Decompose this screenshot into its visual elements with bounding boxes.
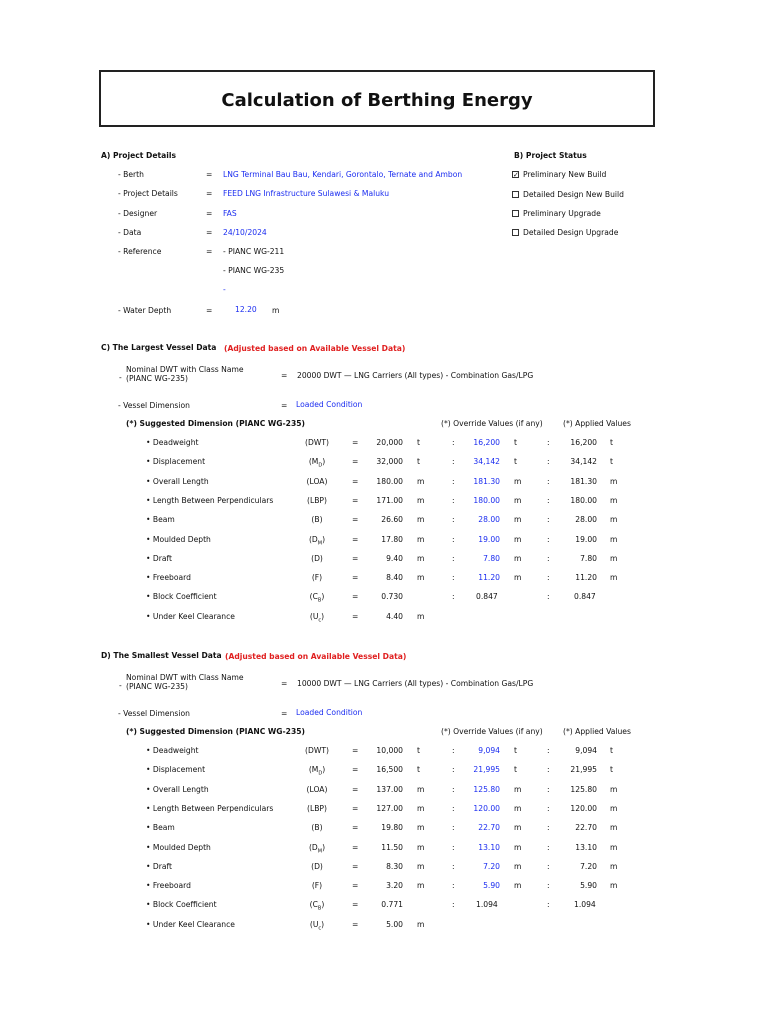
smallest-draft-eq: = bbox=[352, 862, 359, 871]
largest-displacement-override-unit: t bbox=[514, 457, 517, 466]
largest-freeboard-suggested-value: 8.40 bbox=[386, 573, 403, 582]
smallest-dwt-dash: - bbox=[119, 681, 122, 690]
project-details-label: - Project Details bbox=[118, 189, 178, 198]
smallest-freeboard-suggested-value: 3.20 bbox=[386, 881, 403, 890]
smallest-displacement-applied-colon: : bbox=[547, 765, 550, 774]
smallest-deadweight-applied-value: 9,094 bbox=[575, 746, 597, 755]
smallest-freeboard-override-colon: : bbox=[452, 881, 455, 890]
smallest-freeboard-applied-value: 5.90 bbox=[580, 881, 597, 890]
smallest-beam-symbol: (B) bbox=[311, 823, 323, 832]
smallest-dimension-eq: = bbox=[281, 709, 288, 718]
smallest-length-between-perpendiculars-symbol: (LBP) bbox=[307, 804, 327, 813]
largest-draft-override-value[interactable]: 7.80 bbox=[483, 554, 500, 563]
reference-eq: = bbox=[206, 247, 213, 256]
largest-beam-suggested-value: 26.60 bbox=[381, 515, 403, 524]
smallest-overall-length-suggested-unit: m bbox=[417, 785, 425, 794]
smallest-moulded-depth-applied-value: 13.10 bbox=[575, 843, 597, 852]
largest-length-between-perpendiculars-override-colon: : bbox=[452, 496, 455, 505]
smallest-under-keel-clearance-symbol: $(U_c)$ bbox=[309, 920, 325, 932]
largest-deadweight-suggested-unit: t bbox=[417, 438, 420, 447]
smallest-displacement-override-colon: : bbox=[452, 765, 455, 774]
largest-overall-length-name: • Overall Length bbox=[146, 477, 209, 486]
largest-moulded-depth-override-colon: : bbox=[452, 535, 455, 544]
largest-displacement-override-value[interactable]: 34,142 bbox=[473, 457, 500, 466]
smallest-moulded-depth-applied-colon: : bbox=[547, 843, 550, 852]
smallest-under-keel-clearance-suggested-unit: m bbox=[417, 920, 425, 929]
largest-freeboard-override-value[interactable]: 11.20 bbox=[478, 573, 500, 582]
largest-deadweight-symbol: (DWT) bbox=[305, 438, 329, 447]
smallest-length-between-perpendiculars-override-colon: : bbox=[452, 804, 455, 813]
largest-dwt-value[interactable]: 20000 DWT — LNG Carriers (All types) - Combination Gas/LPG bbox=[297, 371, 534, 380]
reference-value-1: - PIANC WG-211 bbox=[223, 247, 285, 256]
smallest-displacement-eq: = bbox=[352, 765, 359, 774]
smallest-under-keel-clearance-name: • Under Keel Clearance bbox=[146, 920, 235, 929]
smallest-freeboard-name: • Freeboard bbox=[146, 881, 191, 890]
smallest-freeboard-applied-unit: m bbox=[610, 881, 618, 890]
status-checkbox-preliminary-upgrade[interactable] bbox=[512, 210, 519, 217]
smallest-block-coefficient-suggested-value: 0.771 bbox=[381, 900, 403, 909]
smallest-length-between-perpendiculars-name: • Length Between Perpendiculars bbox=[146, 804, 274, 813]
project-status-heading: B) Project Status bbox=[514, 151, 587, 160]
smallest-overall-length-applied-value: 125.80 bbox=[570, 785, 597, 794]
largest-under-keel-clearance-symbol: $(U_c)$ bbox=[309, 612, 325, 624]
largest-moulded-depth-applied-value: 19.00 bbox=[575, 535, 597, 544]
smallest-deadweight-override-value[interactable]: 9,094 bbox=[478, 746, 500, 755]
largest-block-coefficient-name: • Block Coefficient bbox=[146, 592, 217, 601]
smallest-displacement-symbol-subscript: D bbox=[318, 770, 323, 777]
berth-value[interactable]: LNG Terminal Bau Bau, Kendari, Gorontalo, Ternate and Ambon bbox=[223, 170, 463, 179]
smallest-draft-applied-unit: m bbox=[610, 862, 618, 871]
largest-moulded-depth-applied-unit: m bbox=[610, 535, 618, 544]
largest-length-between-perpendiculars-override-value[interactable]: 180.00 bbox=[473, 496, 500, 505]
largest-beam-applied-unit: m bbox=[610, 515, 618, 524]
largest-displacement-symbol-subscript: D bbox=[318, 462, 323, 469]
largest-overall-length-eq: = bbox=[352, 477, 359, 486]
largest-deadweight-eq: = bbox=[352, 438, 359, 447]
largest-beam-applied-value: 28.00 bbox=[575, 515, 597, 524]
smallest-moulded-depth-name: • Moulded Depth bbox=[146, 843, 211, 852]
largest-moulded-depth-name: • Moulded Depth bbox=[146, 535, 211, 544]
smallest-displacement-override-value[interactable]: 21,995 bbox=[473, 765, 500, 774]
smallest-block-coefficient-name: • Block Coefficient bbox=[146, 900, 217, 909]
largest-deadweight-applied-colon: : bbox=[547, 438, 550, 447]
largest-overall-length-symbol: (LOA) bbox=[306, 477, 328, 486]
largest-freeboard-suggested-unit: m bbox=[417, 573, 425, 582]
largest-displacement-applied-colon: : bbox=[547, 457, 550, 466]
largest-beam-suggested-unit: m bbox=[417, 515, 425, 524]
water-depth-label: - Water Depth bbox=[118, 306, 172, 315]
smallest-applied-heading: (*) Applied Values bbox=[563, 727, 631, 736]
largest-suggested-heading: (*) Suggested Dimension (PIANC WG-235) bbox=[126, 419, 305, 428]
largest-displacement-suggested-unit: t bbox=[417, 457, 420, 466]
smallest-under-keel-clearance-eq: = bbox=[352, 920, 359, 929]
largest-overall-length-suggested-unit: m bbox=[417, 477, 425, 486]
largest-freeboard-name: • Freeboard bbox=[146, 573, 191, 582]
status-checkbox-preliminary-new-build[interactable]: ✓ bbox=[513, 171, 519, 179]
smallest-block-coefficient-applied-value: 1.094 bbox=[574, 900, 596, 909]
smallest-length-between-perpendiculars-override-value[interactable]: 120.00 bbox=[473, 804, 500, 813]
date-eq: = bbox=[206, 228, 213, 237]
smallest-override-heading: (*) Override Values (if any) bbox=[441, 727, 543, 736]
largest-overall-length-override-value[interactable]: 181.30 bbox=[473, 477, 500, 486]
status-label-preliminary-new-build: Preliminary New Build bbox=[523, 170, 607, 179]
smallest-length-between-perpendiculars-override-unit: m bbox=[514, 804, 522, 813]
smallest-dimension-label: - Vessel Dimension bbox=[118, 709, 190, 718]
smallest-length-between-perpendiculars-applied-unit: m bbox=[610, 804, 618, 813]
largest-overall-length-suggested-value: 180.00 bbox=[376, 477, 403, 486]
largest-draft-applied-unit: m bbox=[610, 554, 618, 563]
largest-beam-symbol: (B) bbox=[311, 515, 323, 524]
largest-block-coefficient-symbol: $(C_B)$ bbox=[309, 592, 325, 604]
largest-draft-eq: = bbox=[352, 554, 359, 563]
smallest-suggested-heading: (*) Suggested Dimension (PIANC WG-235) bbox=[126, 727, 305, 736]
smallest-block-coefficient-override-value[interactable]: 1.094 bbox=[476, 900, 498, 909]
smallest-under-keel-clearance-symbol-subscript: c bbox=[318, 925, 322, 932]
largest-beam-override-value[interactable]: 28.00 bbox=[478, 515, 500, 524]
smallest-length-between-perpendiculars-applied-colon: : bbox=[547, 804, 550, 813]
designer-eq: = bbox=[206, 209, 213, 218]
largest-deadweight-applied-unit: t bbox=[610, 438, 613, 447]
smallest-draft-symbol: (D) bbox=[311, 862, 323, 871]
smallest-block-coefficient-symbol: $(C_B)$ bbox=[309, 900, 325, 912]
smallest-deadweight-symbol: (DWT) bbox=[305, 746, 329, 755]
largest-dimension-value[interactable]: Loaded Condition bbox=[296, 400, 363, 409]
largest-dimension-label: - Vessel Dimension bbox=[118, 401, 190, 410]
smallest-block-coefficient-applied-colon: : bbox=[547, 900, 550, 909]
largest-block-coefficient-override-value[interactable]: 0.847 bbox=[476, 592, 498, 601]
largest-deadweight-override-colon: : bbox=[452, 438, 455, 447]
largest-beam-applied-colon: : bbox=[547, 515, 550, 524]
smallest-displacement-name: • Displacement bbox=[146, 765, 206, 774]
largest-draft-name: • Draft bbox=[146, 554, 173, 563]
largest-override-heading: (*) Override Values (if any) bbox=[441, 419, 543, 428]
largest-overall-length-override-unit: m bbox=[514, 477, 522, 486]
smallest-deadweight-eq: = bbox=[352, 746, 359, 755]
smallest-length-between-perpendiculars-applied-value: 120.00 bbox=[570, 804, 597, 813]
largest-displacement-applied-unit: t bbox=[610, 457, 613, 466]
water-depth-eq: = bbox=[206, 306, 213, 315]
largest-moulded-depth-applied-colon: : bbox=[547, 535, 550, 544]
largest-deadweight-suggested-value: 20,000 bbox=[376, 438, 403, 447]
smallest-draft-suggested-unit: m bbox=[417, 862, 425, 871]
largest-moulded-depth-symbol: $(D_M)$ bbox=[308, 535, 326, 547]
largest-displacement-symbol: $(M_D)$ bbox=[308, 457, 326, 469]
largest-under-keel-clearance-suggested-value: 4.40 bbox=[386, 612, 403, 621]
smallest-beam-eq: = bbox=[352, 823, 359, 832]
largest-length-between-perpendiculars-applied-colon: : bbox=[547, 496, 550, 505]
smallest-draft-suggested-value: 8.30 bbox=[386, 862, 403, 871]
largest-displacement-applied-value: 34,142 bbox=[570, 457, 597, 466]
title-box bbox=[99, 70, 655, 127]
largest-freeboard-applied-unit: m bbox=[610, 573, 618, 582]
smallest-overall-length-symbol: (LOA) bbox=[306, 785, 328, 794]
largest-beam-override-colon: : bbox=[452, 515, 455, 524]
largest-draft-symbol: (D) bbox=[311, 554, 323, 563]
smallest-draft-applied-value: 7.20 bbox=[580, 862, 597, 871]
smallest-dwt-value[interactable]: 10000 DWT — LNG Carriers (All types) - Combination Gas/LPG bbox=[297, 679, 534, 688]
largest-freeboard-override-colon: : bbox=[452, 573, 455, 582]
water-depth-value[interactable]: 12.20 bbox=[235, 305, 257, 314]
smallest-dwt-label: Nominal DWT with Class Name bbox=[126, 673, 244, 682]
smallest-beam-suggested-value: 19.80 bbox=[381, 823, 403, 832]
largest-moulded-depth-override-value[interactable]: 19.00 bbox=[478, 535, 500, 544]
smallest-displacement-symbol: $(M_D)$ bbox=[308, 765, 326, 777]
smallest-freeboard-symbol: (F) bbox=[311, 881, 323, 890]
smallest-displacement-applied-unit: t bbox=[610, 765, 613, 774]
smallest-deadweight-applied-colon: : bbox=[547, 746, 550, 755]
smallest-moulded-depth-applied-unit: m bbox=[610, 843, 618, 852]
designer-value[interactable]: FAS bbox=[223, 209, 237, 218]
largest-length-between-perpendiculars-eq: = bbox=[352, 496, 359, 505]
smallest-draft-override-value[interactable]: 7.20 bbox=[483, 862, 500, 871]
largest-draft-applied-value: 7.80 bbox=[580, 554, 597, 563]
date-label: - Data bbox=[118, 228, 142, 237]
largest-overall-length-override-colon: : bbox=[452, 477, 455, 486]
smallest-displacement-suggested-unit: t bbox=[417, 765, 420, 774]
project-details-heading: A) Project Details bbox=[101, 151, 176, 160]
largest-length-between-perpendiculars-symbol: (LBP) bbox=[307, 496, 327, 505]
largest-draft-suggested-value: 9.40 bbox=[386, 554, 403, 563]
smallest-moulded-depth-eq: = bbox=[352, 843, 359, 852]
smallest-freeboard-applied-colon: : bbox=[547, 881, 550, 890]
largest-draft-override-colon: : bbox=[452, 554, 455, 563]
smallest-beam-override-value[interactable]: 22.70 bbox=[478, 823, 500, 832]
largest-applied-heading: (*) Applied Values bbox=[563, 419, 631, 428]
largest-block-coefficient-applied-colon: : bbox=[547, 592, 550, 601]
smallest-block-coefficient-override-colon: : bbox=[452, 900, 455, 909]
largest-dwt-label-ref: (PIANC WG-235) bbox=[126, 374, 188, 383]
smallest-note: (Adjusted based on Available Vessel Data) bbox=[225, 652, 407, 661]
largest-note: (Adjusted based on Available Vessel Data) bbox=[224, 344, 406, 353]
smallest-freeboard-eq: = bbox=[352, 881, 359, 890]
project-details-value[interactable]: FEED LNG Infrastructure Sulawesi & Maluku bbox=[223, 189, 390, 198]
smallest-overall-length-applied-colon: : bbox=[547, 785, 550, 794]
largest-freeboard-symbol: (F) bbox=[311, 573, 323, 582]
smallest-beam-applied-value: 22.70 bbox=[575, 823, 597, 832]
smallest-moulded-depth-symbol: $(D_M)$ bbox=[308, 843, 326, 855]
smallest-under-keel-clearance-suggested-value: 5.00 bbox=[386, 920, 403, 929]
largest-dimension-eq: = bbox=[281, 401, 288, 410]
largest-freeboard-applied-colon: : bbox=[547, 573, 550, 582]
smallest-displacement-applied-value: 21,995 bbox=[570, 765, 597, 774]
largest-heading: C) The Largest Vessel Data bbox=[101, 343, 217, 352]
smallest-overall-length-suggested-value: 137.00 bbox=[376, 785, 403, 794]
largest-draft-applied-colon: : bbox=[547, 554, 550, 563]
largest-length-between-perpendiculars-override-unit: m bbox=[514, 496, 522, 505]
largest-length-between-perpendiculars-suggested-unit: m bbox=[417, 496, 425, 505]
smallest-draft-applied-colon: : bbox=[547, 862, 550, 871]
largest-moulded-depth-suggested-value: 17.80 bbox=[381, 535, 403, 544]
status-checkbox-detailed-design-upgrade[interactable] bbox=[512, 229, 519, 236]
smallest-beam-override-colon: : bbox=[452, 823, 455, 832]
largest-length-between-perpendiculars-applied-unit: m bbox=[610, 496, 618, 505]
smallest-freeboard-override-value[interactable]: 5.90 bbox=[483, 881, 500, 890]
largest-beam-eq: = bbox=[352, 515, 359, 524]
largest-moulded-depth-symbol-subscript: M bbox=[317, 540, 323, 547]
smallest-heading: D) The Smallest Vessel Data bbox=[101, 651, 222, 660]
reference-value-3[interactable]: - bbox=[223, 285, 226, 294]
smallest-freeboard-suggested-unit: m bbox=[417, 881, 425, 890]
largest-block-coefficient-suggested-value: 0.730 bbox=[381, 592, 403, 601]
largest-under-keel-clearance-name: • Under Keel Clearance bbox=[146, 612, 235, 621]
largest-freeboard-override-unit: m bbox=[514, 573, 522, 582]
smallest-moulded-depth-suggested-unit: m bbox=[417, 843, 425, 852]
largest-under-keel-clearance-symbol-subscript: c bbox=[318, 617, 322, 624]
smallest-length-between-perpendiculars-suggested-unit: m bbox=[417, 804, 425, 813]
smallest-overall-length-override-value[interactable]: 125.80 bbox=[473, 785, 500, 794]
largest-moulded-depth-eq: = bbox=[352, 535, 359, 544]
smallest-beam-name: • Beam bbox=[146, 823, 175, 832]
berth-eq: = bbox=[206, 170, 213, 179]
smallest-deadweight-name: • Deadweight bbox=[146, 746, 199, 755]
largest-length-between-perpendiculars-name: • Length Between Perpendiculars bbox=[146, 496, 274, 505]
smallest-overall-length-override-colon: : bbox=[452, 785, 455, 794]
smallest-displacement-override-unit: t bbox=[514, 765, 517, 774]
status-checkbox-detailed-design-new-build[interactable] bbox=[512, 191, 519, 198]
smallest-beam-override-unit: m bbox=[514, 823, 522, 832]
smallest-moulded-depth-symbol-subscript: M bbox=[317, 848, 323, 855]
smallest-moulded-depth-suggested-value: 11.50 bbox=[381, 843, 403, 852]
smallest-draft-override-colon: : bbox=[452, 862, 455, 871]
smallest-length-between-perpendiculars-eq: = bbox=[352, 804, 359, 813]
largest-displacement-override-colon: : bbox=[452, 457, 455, 466]
status-label-detailed-design-upgrade: Detailed Design Upgrade bbox=[523, 228, 619, 237]
largest-under-keel-clearance-suggested-unit: m bbox=[417, 612, 425, 621]
smallest-beam-applied-unit: m bbox=[610, 823, 618, 832]
largest-freeboard-applied-value: 11.20 bbox=[575, 573, 597, 582]
smallest-dwt-label-ref: (PIANC WG-235) bbox=[126, 682, 188, 691]
smallest-displacement-suggested-value: 16,500 bbox=[376, 765, 403, 774]
largest-overall-length-applied-colon: : bbox=[547, 477, 550, 486]
reference-value-2: - PIANC WG-235 bbox=[223, 266, 285, 275]
largest-dwt-label: Nominal DWT with Class Name bbox=[126, 365, 244, 374]
largest-under-keel-clearance-eq: = bbox=[352, 612, 359, 621]
smallest-deadweight-suggested-unit: t bbox=[417, 746, 420, 755]
smallest-overall-length-applied-unit: m bbox=[610, 785, 618, 794]
smallest-draft-override-unit: m bbox=[514, 862, 522, 871]
largest-block-coefficient-symbol-subscript: B bbox=[317, 597, 322, 604]
smallest-overall-length-eq: = bbox=[352, 785, 359, 794]
largest-moulded-depth-suggested-unit: m bbox=[417, 535, 425, 544]
largest-displacement-name: • Displacement bbox=[146, 457, 206, 466]
designer-label: - Designer bbox=[118, 209, 158, 218]
smallest-beam-suggested-unit: m bbox=[417, 823, 425, 832]
largest-beam-name: • Beam bbox=[146, 515, 175, 524]
smallest-moulded-depth-override-value[interactable]: 13.10 bbox=[478, 843, 500, 852]
smallest-deadweight-override-colon: : bbox=[452, 746, 455, 755]
smallest-freeboard-override-unit: m bbox=[514, 881, 522, 890]
smallest-moulded-depth-override-unit: m bbox=[514, 843, 522, 852]
largest-freeboard-eq: = bbox=[352, 573, 359, 582]
largest-displacement-eq: = bbox=[352, 457, 359, 466]
smallest-deadweight-suggested-value: 10,000 bbox=[376, 746, 403, 755]
largest-length-between-perpendiculars-suggested-value: 171.00 bbox=[376, 496, 403, 505]
page-title: Calculation of Berthing Energy bbox=[221, 90, 533, 111]
smallest-block-coefficient-symbol-subscript: B bbox=[317, 905, 322, 912]
largest-displacement-suggested-value: 32,000 bbox=[376, 457, 403, 466]
status-label-detailed-design-new-build: Detailed Design New Build bbox=[523, 190, 624, 199]
largest-moulded-depth-override-unit: m bbox=[514, 535, 522, 544]
largest-draft-override-unit: m bbox=[514, 554, 522, 563]
largest-block-coefficient-applied-value: 0.847 bbox=[574, 592, 596, 601]
smallest-overall-length-name: • Overall Length bbox=[146, 785, 209, 794]
largest-block-coefficient-override-colon: : bbox=[452, 592, 455, 601]
largest-deadweight-name: • Deadweight bbox=[146, 438, 199, 447]
smallest-draft-name: • Draft bbox=[146, 862, 173, 871]
smallest-moulded-depth-override-colon: : bbox=[452, 843, 455, 852]
largest-deadweight-applied-value: 16,200 bbox=[570, 438, 597, 447]
smallest-deadweight-applied-unit: t bbox=[610, 746, 613, 755]
reference-label: - Reference bbox=[118, 247, 162, 256]
largest-beam-override-unit: m bbox=[514, 515, 522, 524]
largest-overall-length-applied-unit: m bbox=[610, 477, 618, 486]
largest-deadweight-override-value[interactable]: 16,200 bbox=[473, 438, 500, 447]
largest-deadweight-override-unit: t bbox=[514, 438, 517, 447]
smallest-deadweight-override-unit: t bbox=[514, 746, 517, 755]
largest-length-between-perpendiculars-applied-value: 180.00 bbox=[570, 496, 597, 505]
smallest-block-coefficient-eq: = bbox=[352, 900, 359, 909]
project-details-eq: = bbox=[206, 189, 213, 198]
status-label-preliminary-upgrade: Preliminary Upgrade bbox=[523, 209, 601, 218]
smallest-dwt-eq: = bbox=[281, 679, 288, 688]
largest-block-coefficient-eq: = bbox=[352, 592, 359, 601]
largest-overall-length-applied-value: 181.30 bbox=[570, 477, 597, 486]
largest-dwt-dash: - bbox=[119, 373, 122, 382]
water-depth-unit: m bbox=[272, 306, 280, 315]
date-value[interactable]: 24/10/2024 bbox=[223, 228, 267, 237]
smallest-beam-applied-colon: : bbox=[547, 823, 550, 832]
smallest-dimension-value[interactable]: Loaded Condition bbox=[296, 708, 363, 717]
berth-label: - Berth bbox=[118, 170, 144, 179]
smallest-length-between-perpendiculars-suggested-value: 127.00 bbox=[376, 804, 403, 813]
smallest-overall-length-override-unit: m bbox=[514, 785, 522, 794]
largest-dwt-eq: = bbox=[281, 371, 288, 380]
largest-draft-suggested-unit: m bbox=[417, 554, 425, 563]
